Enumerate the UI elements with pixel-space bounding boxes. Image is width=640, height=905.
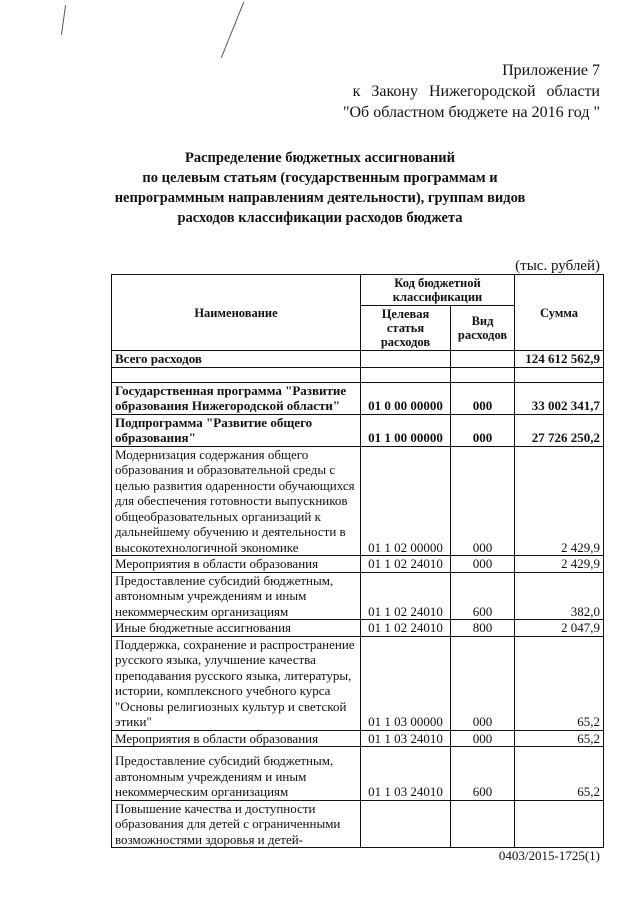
row-code: 01 1 02 24010 (361, 620, 451, 637)
row-name: Предоставление субсидий бюджетным, автономным учреждениям и иным некоммерческим организациям (112, 572, 361, 620)
row-kind: 600 (451, 572, 515, 620)
table-row-spacer (112, 367, 604, 382)
law-reference: к Закону Нижегородской области (352, 83, 600, 100)
header-kind: Вид расходов (451, 306, 515, 351)
row-name: Повышение качества и доступности образования для детей с ограниченными возможностями здоровья и детей- (112, 800, 361, 848)
row-sum: 124 612 562,9 (515, 351, 604, 368)
row-sum: 2 429,9 (515, 446, 604, 556)
row-kind: 000 (451, 414, 515, 446)
row-code: 01 1 02 24010 (361, 572, 451, 620)
title-line: расходов классификации расходов бюджета (177, 210, 463, 226)
row-kind: 000 (451, 446, 515, 556)
header-code-group: Код бюджетной классификации (361, 275, 515, 306)
row-sum: 33 002 341,7 (515, 382, 604, 414)
document-header (343, 60, 600, 123)
row-kind: 600 (451, 747, 515, 801)
header-target: Целевая статья расходов (361, 306, 451, 351)
title-line: по целевым статьям (государственным программам и (142, 170, 498, 186)
row-name: Мероприятия в области образования (112, 556, 361, 573)
table-row (112, 636, 604, 730)
document-code: 0403/2015-1725(1) (498, 848, 600, 863)
row-code: 01 0 00 00000 (361, 382, 451, 414)
row-sum: 2 429,9 (515, 556, 604, 573)
row-kind: 000 (451, 636, 515, 730)
table-row (112, 446, 604, 556)
row-kind: 000 (451, 382, 515, 414)
row-name: Поддержка, сохранение и распространение русского языка, улучшение качества преподавания русского языка, литературы, истории, комплексного учебного курса "Основы религиозных культур и светской этики" (112, 636, 361, 730)
table-row (112, 800, 604, 848)
row-kind: 000 (451, 730, 515, 747)
row-sum: 2 047,9 (515, 620, 604, 637)
row-name: Подпрограмма "Развитие общего образования" (112, 414, 361, 446)
header-sum: Сумма (515, 275, 604, 351)
row-code: 01 1 03 24010 (361, 730, 451, 747)
scan-artifact (221, 2, 244, 58)
row-sum: 65,2 (515, 636, 604, 730)
row-code: 01 1 02 24010 (361, 556, 451, 573)
row-code (361, 800, 451, 848)
row-sum: 27 726 250,2 (515, 414, 604, 446)
row-code: 01 1 03 24010 (361, 747, 451, 801)
row-name: Мероприятия в области образования (112, 730, 361, 747)
law-title: "Об областном бюджете на 2016 год " (342, 104, 600, 121)
row-name: Модернизация содержания общего образования и образовательной среды с целью развития одаренности обучающихся для обеспечения готовности выпускников общеобразовательных организаций к дальнейшему обучению и деятельности в высокотехнологичной экономике (112, 446, 361, 556)
row-code (361, 351, 451, 368)
table-row (112, 556, 604, 573)
row-kind (451, 800, 515, 848)
appendix-label: Приложение 7 (502, 62, 600, 79)
document-title (110, 148, 530, 228)
table-row (112, 747, 604, 801)
table-row (112, 382, 604, 414)
title-line: непрограммным направлениям деятельности), группам видов (114, 190, 526, 206)
row-sum: 382,0 (515, 572, 604, 620)
row-sum: 65,2 (515, 747, 604, 801)
scan-artifact (61, 5, 66, 35)
units-label: (тыс. рублей) (515, 258, 600, 274)
row-name: Предоставление субсидий бюджетным, автономным учреждениям и иным некоммерческим организациям (112, 747, 361, 801)
row-code: 01 1 03 00000 (361, 636, 451, 730)
table-row (112, 414, 604, 446)
row-kind: 800 (451, 620, 515, 637)
row-code: 01 1 02 00000 (361, 446, 451, 556)
row-kind (451, 351, 515, 368)
row-name: Государственная программа "Развитие образования Нижегородской области" (112, 382, 361, 414)
row-name: Иные бюджетные ассигнования (112, 620, 361, 637)
table-row (112, 730, 604, 747)
table-row (112, 351, 604, 368)
table-row (112, 572, 604, 620)
row-sum (515, 800, 604, 848)
row-kind: 000 (451, 556, 515, 573)
row-code: 01 1 00 00000 (361, 414, 451, 446)
budget-table (111, 274, 604, 848)
table-row (112, 620, 604, 637)
title-line: Распределение бюджетных ассигнований (184, 150, 456, 166)
header-name: Наименование (112, 275, 361, 351)
row-name: Всего расходов (112, 351, 361, 368)
row-sum: 65,2 (515, 730, 604, 747)
